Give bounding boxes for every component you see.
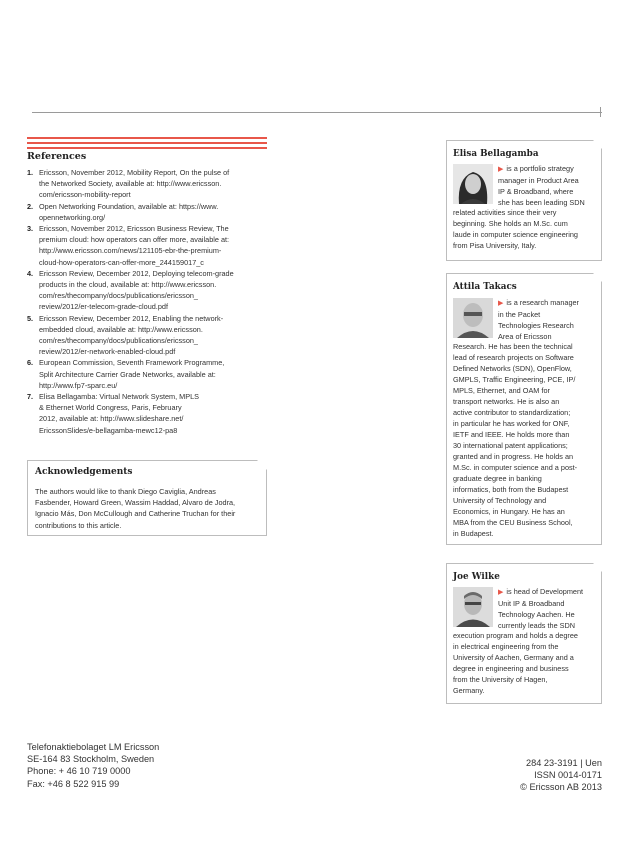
acknowledgements-box (27, 460, 267, 536)
company-address: Telefonaktiebolaget LM Ericsson SE-164 83 Stockholm, Sweden Phone: + 46 10 719 0000 Fax: +46 8 522 915 99 (27, 742, 160, 789)
reference-item: 3. Ericsson, November 2012, Ericsson Business Review, The premium cloud: how operators can offer more, available at: http://www.ericsson.com/news/121105-ebr-the-premium- cloud-how-operators-can-offer-more_244159017_c (27, 224, 230, 267)
box-corner-cut (593, 273, 602, 282)
author-bio-attila-takacs (446, 273, 602, 545)
reference-item: 1. Ericsson, November 2012, Mobility Report, On the pulse of the Networked Society, available at: http://www.ericsson. com/ericsson-mobility-report (27, 168, 230, 200)
author-bio-text: related activities since their very beginning. She holds an M.Sc. cum laude in computer science engineering from Pisa University, Italy. (453, 208, 578, 250)
reference-item: 5. Ericsson Review, December 2012, Enabling the network- embedded cloud, available at: http://www.ericsson. com/res/thecompany/docs/publications/ericsson_ review/2012/er-network-enabled-cloud.pdf (27, 313, 224, 357)
author-name: Joe Wilke (453, 572, 500, 582)
reference-item: 6. European Commission, Seventh Framework Programme, Split Architecture Carrier Grade Networks, available at: http://www.fp7-sparc.eu/ (27, 358, 225, 390)
box-corner-cut (593, 140, 602, 149)
acknowledgements-text: The authors would like to thank Diego Caviglia, Andreas Fasbender, Howard Green, Wassim Haddad, Alvaro de Jodra, Ignacio Más, Don McCullough and Catherine Truchan for their contributions to this article. (35, 487, 236, 530)
author-intro: ▶ is a research manager in the Packet Technologies Research Area of Ericsson (498, 298, 579, 341)
references-list (27, 167, 267, 436)
author-photo (453, 298, 493, 338)
box-corner-cut (257, 460, 267, 470)
author-bio-joe-wilke (446, 563, 602, 704)
reference-item: 2. Open Networking Foundation, available at: https://www. opennetworking.org/ (27, 201, 219, 222)
author-name: Attila Takacs (453, 282, 517, 292)
arrow-marker-icon: ▶ (498, 589, 504, 596)
references-heading: References (27, 151, 87, 162)
author-intro: ▶ is head of Development Unit IP & Broadband Technology Aachen. He currently leads the SDN (498, 587, 584, 630)
box-corner-cut (593, 563, 602, 572)
author-intro: ▶ is a portfolio strategy manager in Product Area IP & Broadband, where she has been leading SDN (498, 164, 585, 207)
author-name: Elisa Bellagamba (453, 149, 539, 159)
publication-info: 284 23-3191 | Uen ISSN 0014-0171 © Ericsson AB 2013 (520, 758, 602, 793)
reference-item: 7. Elisa Bellagamba: Virtual Network System, MPLS & Ethernet World Congress, Paris, February 2012, available at: http://www.slideshare.net/ EricssonSlides/e-bellagamba-mewc12-pa8 (27, 392, 200, 435)
arrow-marker-icon: ▶ (498, 166, 504, 173)
top-divider-tick (600, 107, 601, 117)
top-divider (32, 112, 602, 113)
arrow-marker-icon: ▶ (498, 300, 504, 307)
author-photo (453, 587, 493, 627)
author-bio-text: Research. He has been the technical lead of research projects on Software Defined Networks (SDN), OpenFlow, GMPLS, Traffic Engineering, PCE, IP/ MPLS, Ethernet, and OAM for transport networks. He is also an active contributor to standardization; in particular he has worked for ONF, IETF and IEEE. He holds more than 30 international patent applications; granted and in progress. He holds an M.Sc. in computer science and a post- graduate degree in banking informatics, both from the Budapest University of Technology and Economics, in Hungary. He has an MBA from the CEU Business School, in Budapest. (453, 342, 578, 538)
references-rule (27, 137, 267, 152)
author-photo (453, 164, 493, 204)
author-bio-elisa-bellagamba (446, 140, 602, 261)
reference-item: 4. Ericsson Review, December 2012, Deploying telecom-grade products in the cloud, available at: http://www.ericsson. com/res/thecompany/docs/publications/ericsson_ review/2012/er-telecom-grade-cloud.pdf (27, 268, 234, 312)
acknowledgements-heading: Acknowledgements (35, 467, 133, 477)
author-bio-text: execution program and holds a degree in electrical engineering from the University of Aachen, Germany and a degree in engineering and business from the University of Hagen, Germany. (453, 631, 578, 695)
